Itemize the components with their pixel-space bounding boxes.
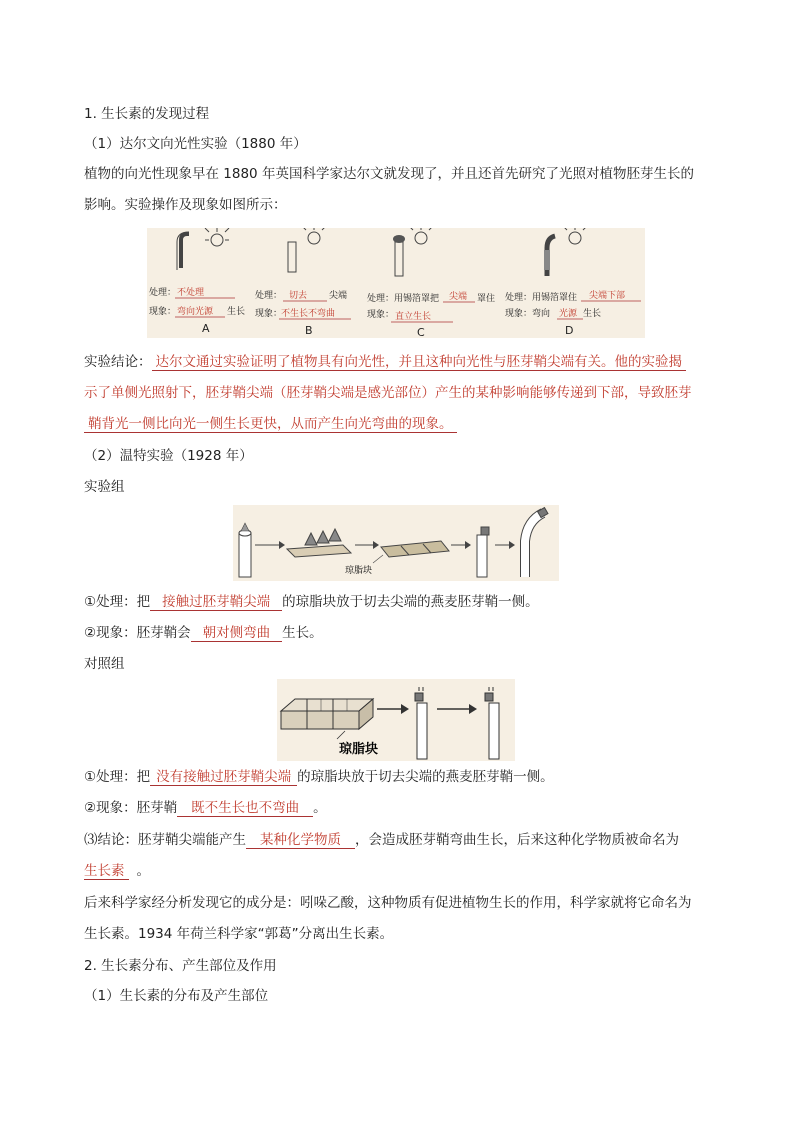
conclusion3-suffix: ，会造成胚芽鞘弯曲生长，后来这种化学物质被命名为 [355,832,679,848]
ctrl-phen-line [84,798,327,818]
ctrl-phen-prefix: ②现象：胚芽鞘 [84,800,178,816]
fig-b-phen: 不生长不弯曲 [281,309,336,319]
fig-b-treat: 切去 [289,291,308,301]
exp-phen-answer: 朝对侧弯曲 [191,625,283,642]
conclusion3-answer: 某种化学物质 [246,832,355,849]
fig-c-xianxiang: 现象： [367,310,395,320]
conclusion-text-3: 鞘背光一侧比向光一侧生长更快，从而产生向光弯曲的现象。 [84,416,457,433]
conclusion-line-3 [84,414,457,434]
exp-phen-prefix: ②现象：胚芽鞘会 [84,625,191,641]
fig-d-treat: 尖端下部 [589,291,626,301]
fig-b-chuli: 处理： [255,291,283,301]
ctrl-phen-suffix: 。 [313,800,327,816]
fig-d-chuli: 处理：用锡箔罩住 [505,293,578,303]
ctrl-treat-answer: 没有接触过胚芽鞘尖端 [150,769,297,786]
conclusion3-line-2 [84,861,150,881]
ctrl-treat-suffix: 的琼脂块放于切去尖端的燕麦胚芽鞘一侧。 [297,769,554,785]
fig-c-letter: C [417,326,425,338]
darwin-experiment-figure [147,228,645,338]
fig-a-tail: 生长 [227,307,246,317]
fig-c-tail: 罩住 [477,294,496,304]
exp-phen-line [84,623,323,643]
fig-a-letter: A [202,322,210,335]
went-experiment-figure [233,505,559,581]
experiment-group-label: 实验组 [84,479,125,495]
ctrl-treat-prefix: ①处理：把 [84,769,151,785]
fig-d-phen: 光源 [559,309,578,319]
conclusion-line-1 [84,352,686,372]
ctrl-phen-answer: 既不生长也不弯曲 [177,800,313,817]
conclusion-label: 实验结论： [84,354,152,370]
conclusion-line-2: 示了单侧光照射下，胚芽鞘尖端（胚芽鞘尖端是感光部位）产生的某种影响能够传递到下部，导致胚芽 [84,385,692,401]
fig-c-treat: 尖端 [449,292,468,302]
intro-line-1: 植物的向光性现象早在 1880 年英国科学家达尔文就发现了，并且还首先研究了光照对植物胚芽生长的 [84,166,694,182]
fig-c-phen: 直立生长 [395,312,432,322]
section-title-2: 2. 生长素分布、产生部位及作用 [84,958,277,974]
intro-line-2: 影响。实验操作及现象如图所示： [84,197,287,213]
section-title-1: 1. 生长素的发现过程 [84,106,210,122]
fig-a-chuli: 处理： [149,288,177,298]
fig-c-chuli: 处理：用锡箔罩把 [367,294,440,304]
subsection-went: （2）温特实验（1928 年） [84,448,253,464]
later-line-2: 生长素。1934 年荷兰科学家“郭葛”分离出生长素。 [84,926,394,942]
exp-treat-line [84,592,539,612]
control-group-label: 对照组 [84,656,125,672]
fig-b-tail: 尖端 [329,291,348,301]
later-line-1: 后来科学家经分析发现它的成分是：吲哚乙酸，这种物质有促进植物生长的作用，科学家就将它命名为 [84,895,692,911]
fig-a-treat: 不处理 [177,288,205,298]
went-agar-label: 琼脂块 [345,566,373,576]
fig-d-xianxiang: 现象：弯向 [505,309,551,319]
control-experiment-figure [277,679,515,761]
conclusion3-prefix: ⑶结论：胚芽鞘尖端能产生 [84,832,246,848]
fig-a-xianxiang: 现象： [149,307,177,317]
fig-d-tail: 生长 [583,309,602,319]
fig-b-xianxiang: 现象： [255,309,283,319]
subsection-darwin: （1）达尔文向光性实验（1880 年） [84,136,307,152]
ctrl-treat-line [84,767,554,787]
conclusion-text-1: 达尔文通过实验证明了植物具有向光性，并且这种向光性与胚芽鞘尖端有关。他的实验揭 [152,354,687,371]
fig-d-letter: D [565,324,574,337]
exp-phen-suffix: 生长。 [282,625,323,641]
fig-a-phen: 弯向光源 [177,307,214,317]
control-agar-label: 琼脂块 [339,742,379,757]
exp-treat-answer: 接触过胚芽鞘尖端 [150,594,282,611]
exp-treat-suffix: 的琼脂块放于切去尖端的燕麦胚芽鞘一侧。 [282,594,539,610]
conclusion3-suffix-2: 。 [136,863,150,879]
subsection-distribution: （1）生长素的分布及产生部位 [84,988,269,1004]
conclusion3-line [84,830,679,850]
fig-b-letter: B [305,324,313,337]
conclusion3-answer-2: 生长素 [84,863,129,880]
exp-treat-prefix: ①处理：把 [84,594,151,610]
